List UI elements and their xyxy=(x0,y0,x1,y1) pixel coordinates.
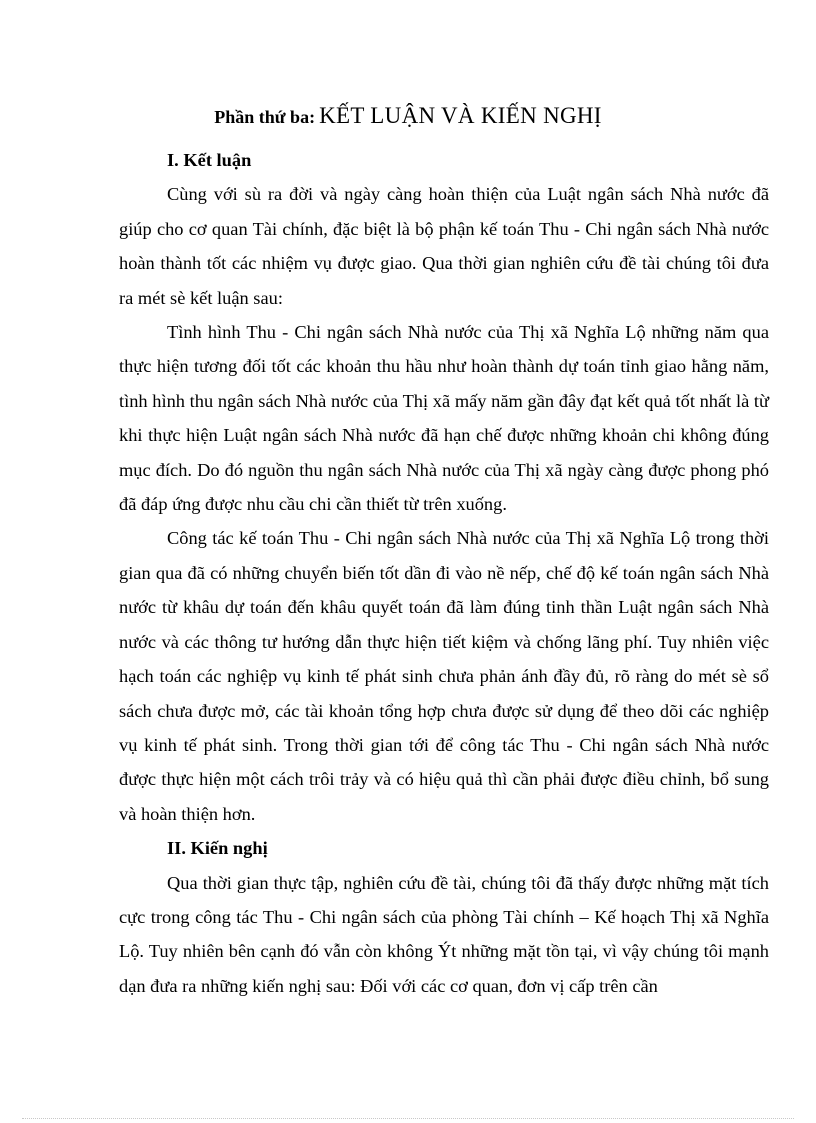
paragraph: Qua thời gian thực tập, nghiên cứu đề tài, chúng tôi đã thấy được những mặt tích cực trong công tác Thu - Chi ngân sách của phòng Tài chính – Kế hoạch Thị xã Nghĩa Lộ. Tuy nhiên bên cạnh đó vẫn còn không Ýt những mặt tồn tại, vì vậy chúng tôi mạnh dạn đưa ra những kiến nghị sau: Đối với các cơ quan, đơn vị cấp trên cần xyxy=(119,872,769,996)
title-prefix: Phần thứ ba: xyxy=(214,107,316,127)
document-body xyxy=(119,143,769,1003)
section-heading-conclusion: I. Kết luận xyxy=(167,150,252,170)
paragraph: Công tác kế toán Thu - Chi ngân sách Nhà nước của Thị xã Nghĩa Lộ trong thời gian qua đã có những chuyển biến tốt dần đi vào nề nếp, chế độ kế toán ngân sách Nhà nước từ khâu dự toán đến khâu quyết toán đã làm đúng tinh thần Luật ngân sách Nhà nước và các thông tư hướng dẫn thực hiện tiết kiệm và chống lãng phí. Tuy nhiên việc hạch toán các nghiệp vụ kinh tế phát sinh chưa phản ánh đầy đủ, rõ ràng do mét sè sổ sách chưa được mở, các tài khoản tổng hợp chưa được sử dụng để theo dõi các nghiệp vụ kinh tế phát sinh. Trong thời gian tới để công tác Thu - Chi ngân sách Nhà nước được thực hiện một cách trôi trảy và có hiệu quả thì cần phải được điều chỉnh, bổ sung và hoàn thiện hơn. xyxy=(119,528,769,824)
page-title xyxy=(0,103,816,129)
paragraph: Tình hình Thu - Chi ngân sách Nhà nước của Thị xã Nghĩa Lộ những năm qua thực hiện tương đối tốt các khoản thu hầu như hoàn thành dự toán tỉnh giao hằng năm, tình hình thu ngân sách Nhà nước của Thị xã mấy năm gần đây đạt kết quả tốt nhất là từ khi thực hiện Luật ngân sách Nhà nước đã hạn chế được những khoản chi không đúng mục đích. Do đó nguồn thu ngân sách Nhà nước của Thị xã ngày càng được phong phó đã đáp ứng được nhu cầu chi cần thiết từ trên xuống. xyxy=(119,322,769,515)
paragraph: Cùng với sù ra đời và ngày càng hoàn thiện của Luật ngân sách Nhà nước đã giúp cho cơ quan Tài chính, đặc biệt là bộ phận kế toán Thu - Chi ngân sách Nhà nước hoàn thành tốt các nhiệm vụ được giao. Qua thời gian nghiên cứu đề tài chúng tôi đưa ra mét sè kết luận sau: xyxy=(119,184,769,308)
title-main: KẾT LUẬN VÀ KIẾN NGHỊ xyxy=(319,103,602,128)
page-bottom-divider xyxy=(22,1118,794,1119)
section-heading-recommendation: II. Kiến nghị xyxy=(167,838,268,859)
